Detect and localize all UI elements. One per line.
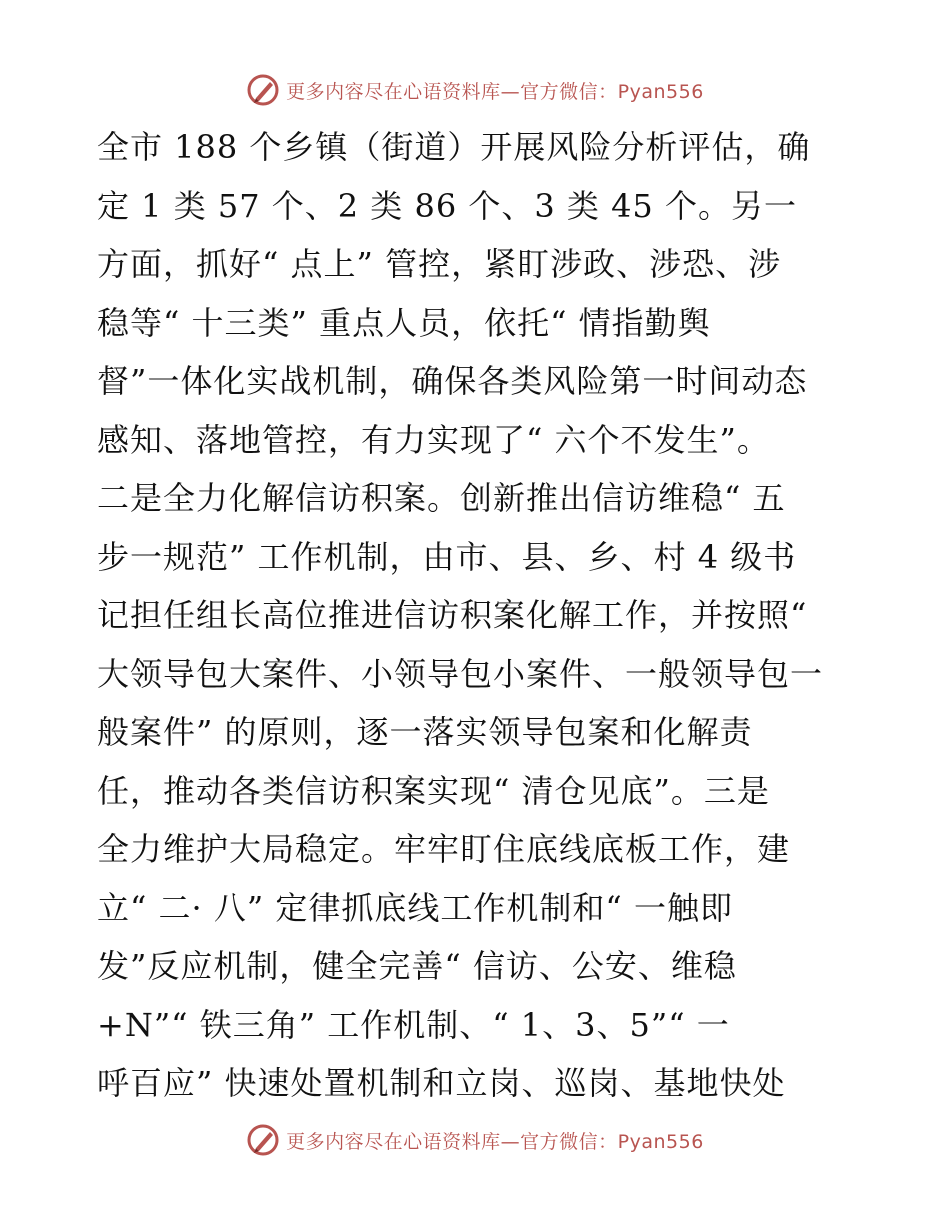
- text-line: 步一规范” 工作机制，由市、县、乡、村 4 级书: [97, 537, 797, 576]
- text-line: 督”一体化实战机制，确保各类风险第一时间动态: [97, 362, 808, 400]
- text-line: 稳等“ 十三类” 重点人员，依托“ 情指勤舆: [97, 303, 711, 342]
- text-line: 全市 188 个乡镇（街道）开展风险分析评估，确: [97, 128, 811, 166]
- watermark-text: 更多内容尽在心语资料库—官方微信：Pyan556: [286, 1130, 704, 1153]
- text-line: 立“ 二· 八” 定律抓底线工作机制和“ 一触即: [97, 888, 733, 927]
- text-line: 二是全力化解信访积案。创新推出信访维稳“ 五: [97, 479, 786, 517]
- text-line: 全力维护大局稳定。牢牢盯住底线底板工作，建: [97, 830, 791, 868]
- document-body: [97, 118, 857, 1113]
- text-line: 方面，抓好“ 点上” 管控，紧盯涉政、涉恐、涉: [97, 245, 782, 283]
- text-line: 定 1 类 57 个、2 类 86 个、3 类 45 个。另一: [97, 186, 797, 225]
- text-line: 呼百应” 快速处置机制和立岗、巡岗、基地快处: [97, 1064, 786, 1102]
- header-watermark: [0, 70, 950, 110]
- text-line: 大领导包大案件、小领导包小案件、一般领导包一: [97, 654, 824, 693]
- pen-logo-icon: [246, 73, 280, 107]
- text-line: 般案件” 的原则，逐一落实领导包案和化解责: [97, 713, 753, 751]
- text-line: 记担任组长高位推进信访积案化解工作，并按照“: [97, 596, 808, 634]
- text-line: +N”“ 铁三角” 工作机制、“ 1、3、5”“ 一: [97, 1005, 730, 1044]
- footer-watermark: [0, 1120, 950, 1160]
- watermark-text: 更多内容尽在心语资料库—官方微信：Pyan556: [286, 80, 704, 103]
- text-line: 发”反应机制，健全完善“ 信访、公安、维稳: [97, 947, 737, 985]
- text-line: 感知、落地管控，有力实现了“ 六个不发生”。: [97, 420, 770, 459]
- pen-logo-icon: [246, 1123, 280, 1157]
- text-line: 任，推动各类信访积案实现“ 清仓见底”。三是: [97, 771, 770, 810]
